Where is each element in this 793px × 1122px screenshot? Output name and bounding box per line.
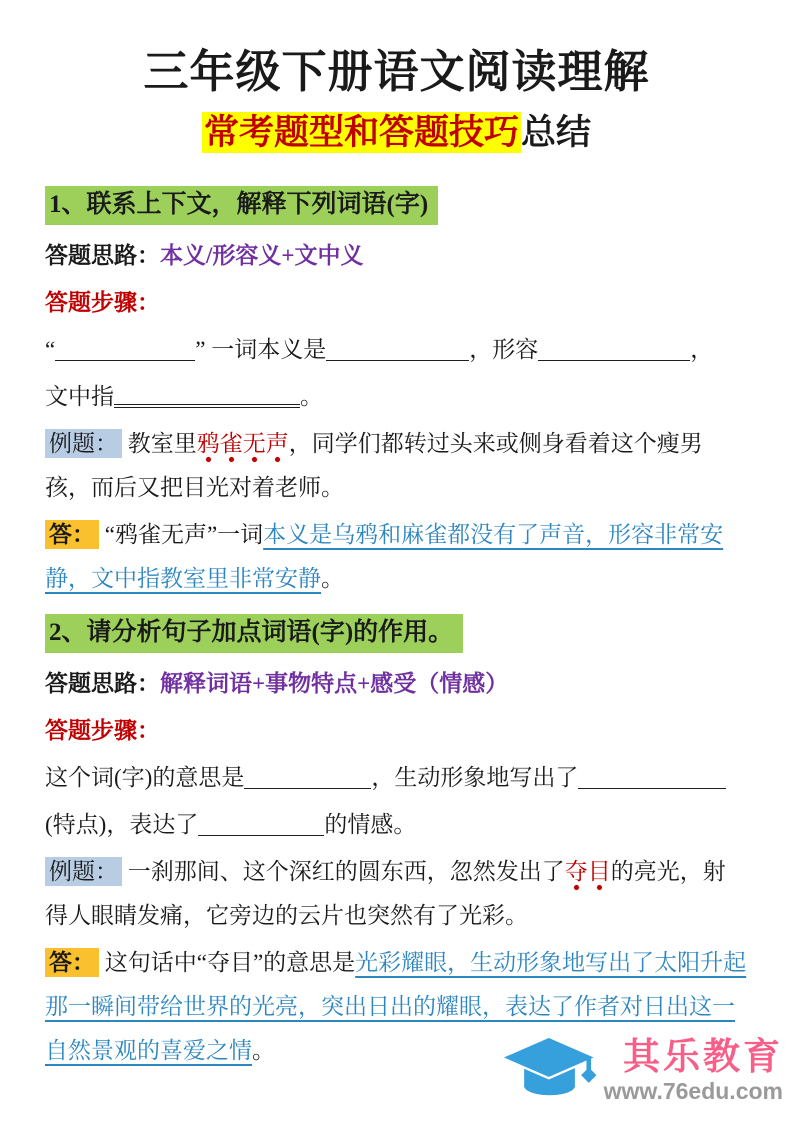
template-text: (特点)，表达了 — [45, 811, 199, 837]
section-1-template-line-1 — [45, 328, 748, 372]
template-text: 的情感。 — [324, 811, 417, 837]
website-url: www.76edu.com — [603, 1078, 783, 1105]
brand-text-block — [604, 1037, 783, 1105]
emphasized-word: 夺目 — [565, 859, 611, 891]
answer-label: 答： — [45, 948, 99, 977]
idea-value: 本义/形容义+文中义 — [160, 242, 364, 268]
answer-label: 答： — [45, 520, 99, 549]
section-2-steps-line — [45, 709, 748, 753]
emphasized-word: 鸦雀无声 — [197, 431, 289, 463]
blank-line — [114, 404, 300, 408]
section-1-template-line-2 — [45, 375, 748, 419]
template-text: ，生动形象地写出了 — [371, 764, 579, 790]
blank-line — [326, 360, 469, 361]
example-text: 教室里 — [127, 430, 197, 456]
template-text: ，形容 — [469, 336, 539, 362]
answer-underlined-text: 光彩耀眼，生动形象地写出了太阳升起那一瞬间带给世界的光亮，突出日出的耀眼，表达了作者对日出这一自然景观的喜爱之情 — [45, 949, 747, 1063]
graduation-cap-icon — [498, 1029, 598, 1114]
subtitle-highlighted-text: 常考题型和答题技巧 — [203, 113, 519, 153]
idea-label: 答题思路： — [45, 670, 160, 696]
answer-text: “鸦雀无声”一词 — [104, 521, 264, 547]
section-2-heading: 2、请分析句子加点词语(字)的作用。 — [45, 614, 463, 653]
section-2 — [45, 604, 748, 1073]
section-2-template-line-1 — [45, 756, 748, 800]
blank-line — [578, 788, 726, 789]
template-text: ， — [690, 336, 714, 362]
blank-line — [244, 788, 371, 789]
section-1 — [45, 186, 748, 601]
example-text: 的亮光，射 — [610, 858, 726, 884]
section-2-template-line-2 — [45, 803, 748, 847]
example-text: 一刹那间、这个深红的圆东西，忽然发出了 — [127, 858, 565, 884]
example-label: 例题： — [45, 429, 122, 458]
template-text: 文中指 — [45, 383, 114, 409]
answer-underlined-text: 本义是乌鸦和麻雀都没有了声音，形容非常安静，文中指教室里非常安静 — [45, 521, 724, 591]
idea-label: 答题思路： — [45, 242, 160, 268]
subtitle-suffix: 总结 — [521, 113, 592, 153]
answer-text: 这句话中“夺目”的意思是 — [104, 949, 356, 975]
brand-name: 其乐教育 — [623, 1036, 783, 1078]
example-text: ，同学们都转过头来或侧身看着这个瘦男孩， — [45, 430, 703, 500]
section-1-idea-line — [45, 234, 748, 278]
idea-value: 解释词语+事物特点+感受（情感） — [160, 670, 509, 696]
quote-close: ” — [195, 336, 206, 362]
answer-suffix: 。 — [321, 565, 344, 591]
section-2-idea-line — [45, 662, 748, 706]
example-text: 而后又把目光对着老师。 — [91, 474, 344, 500]
example-label: 例题： — [45, 857, 122, 886]
section-2-example — [45, 850, 748, 938]
blank-line — [538, 360, 690, 361]
steps-label: 答题步骤： — [45, 717, 160, 743]
template-text: 。 — [300, 383, 323, 409]
steps-label: 答题步骤： — [45, 289, 160, 315]
section-1-answer — [45, 513, 748, 601]
answer-suffix: 。 — [252, 1037, 275, 1063]
blank-line — [55, 360, 195, 361]
section-1-steps-line — [45, 281, 748, 325]
blank-line — [198, 835, 324, 836]
section-1-heading: 1、联系上下文，解释下列词语(字) — [45, 186, 438, 225]
brand-logo — [498, 1029, 783, 1114]
template-text: 这个词(字)的意思是 — [45, 764, 245, 790]
example-text: 得人眼睛发痛，它旁边的云片也突然有了光彩。 — [45, 902, 528, 928]
section-1-example — [45, 422, 748, 510]
page-title: 三年级下册语文阅读理解 — [143, 47, 650, 97]
page-subtitle — [45, 110, 748, 156]
template-text: 一词本义是 — [211, 336, 327, 362]
quote-open: “ — [45, 336, 56, 362]
